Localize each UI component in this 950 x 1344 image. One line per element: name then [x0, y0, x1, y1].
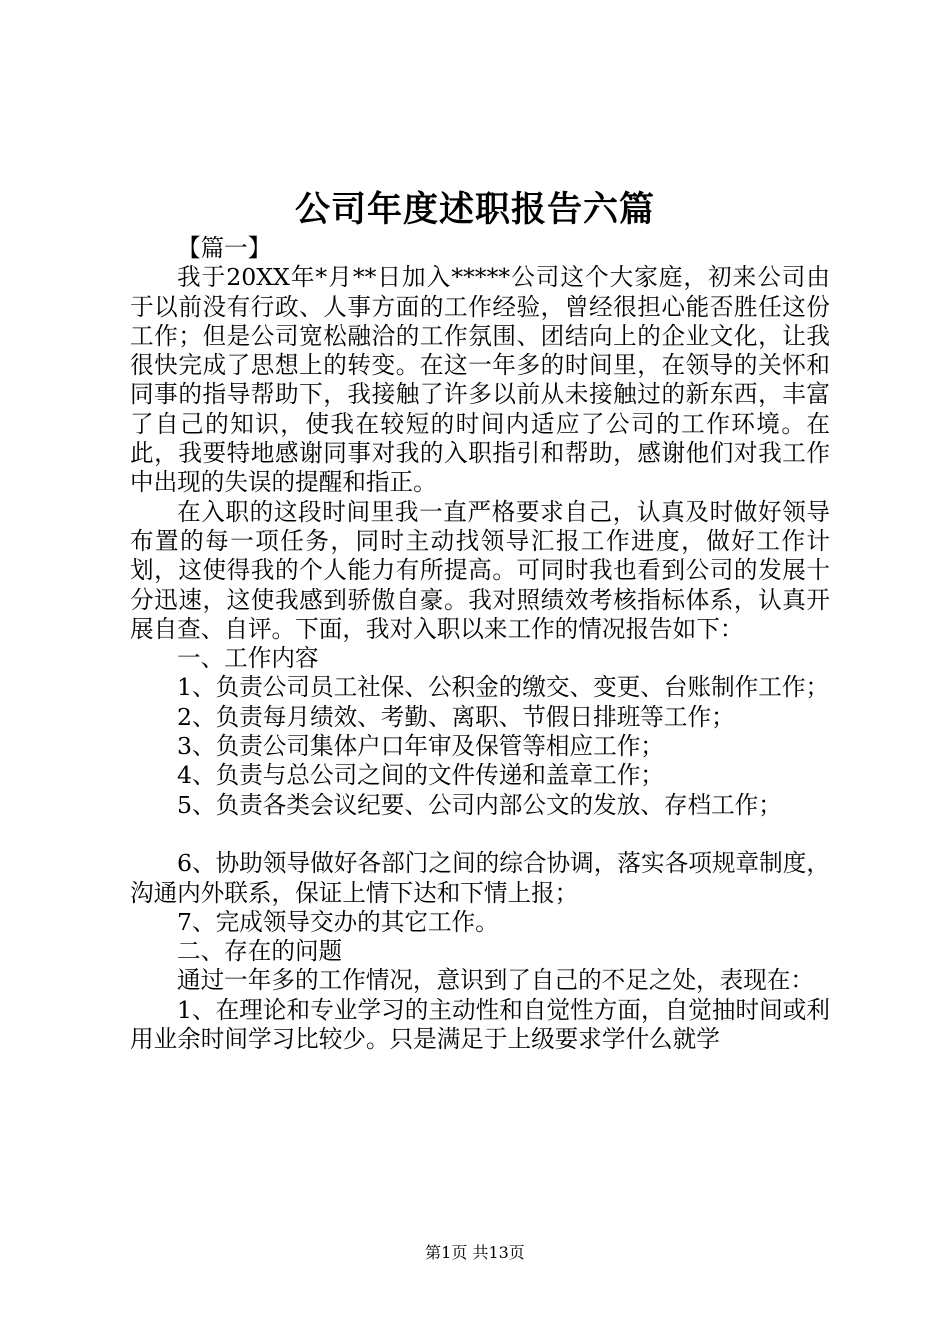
- list-item: 7、完成领导交办的其它工作。: [177, 907, 499, 936]
- list-item: 1、在理论和专业学习的主动性和自觉性方面，自觉抽时间或利用业余时间学习比较少。只是满足于上级要求学什么就学: [130, 995, 830, 1054]
- body-paragraph: 通过一年多的工作情况，意识到了自己的不足之处，表现在：: [177, 966, 815, 995]
- subsection-heading: 二、存在的问题: [177, 937, 343, 966]
- body-paragraph: 在入职的这段时间里我一直严格要求自己，认真及时做好领导布置的每一项任务，同时主动找领导汇报工作进度，做好工作计划，这使得我的个人能力有所提高。可同时我也看到公司的发展十分迅速，这使我感到骄傲自豪。我对照绩效考核指标体系，认真开展自查、自评。下面，我对入职以来工作的情况报告如下：: [130, 497, 830, 643]
- list-item: 5、负责各类会议纪要、公司内部公文的发放、存档工作；: [177, 790, 782, 819]
- list-item: 1、负责公司员工社保、公积金的缴交、变更、台账制作工作；: [177, 673, 830, 702]
- page-footer: 第1页 共13页: [425, 1243, 525, 1262]
- list-item: 6、协助领导做好各部门之间的综合协调，落实各项规章制度，沟通内外联系，保证上情下达和下情上报；: [130, 849, 830, 907]
- document-title: 公司年度述职报告六篇: [294, 189, 655, 230]
- list-item: 3、负责公司集体户口年审及保管等相应工作；: [177, 732, 664, 761]
- list-item: 2、负责每月绩效、考勤、离职、节假日排班等工作；: [177, 702, 735, 731]
- body-paragraph: 我于20XX年*月**日加入*****公司这个大家庭，初来公司由于以前没有行政、人事方面的工作经验，曾经很担心能否胜任这份工作；但是公司宽松融洽的工作氛围、团结向上的企业文化，让我很快完成了思想上的转变。在这一年多的时间里，在领导的关怀和同事的指导帮助下，我接触了许多以前从未接触过的新东西，丰富了自己的知识，使我在较短的时间内适应了公司的工作环境。在此，我要特地感谢同事对我的入职指引和帮助，感谢他们对我工作中出现的失误的提醒和指正。: [130, 263, 830, 497]
- subsection-heading: 一、工作内容: [177, 644, 319, 673]
- list-item: 4、负责与总公司之间的文件传递和盖章工作；: [177, 761, 664, 790]
- section-heading: 【篇一】: [177, 234, 272, 262]
- document-body: [130, 234, 830, 1054]
